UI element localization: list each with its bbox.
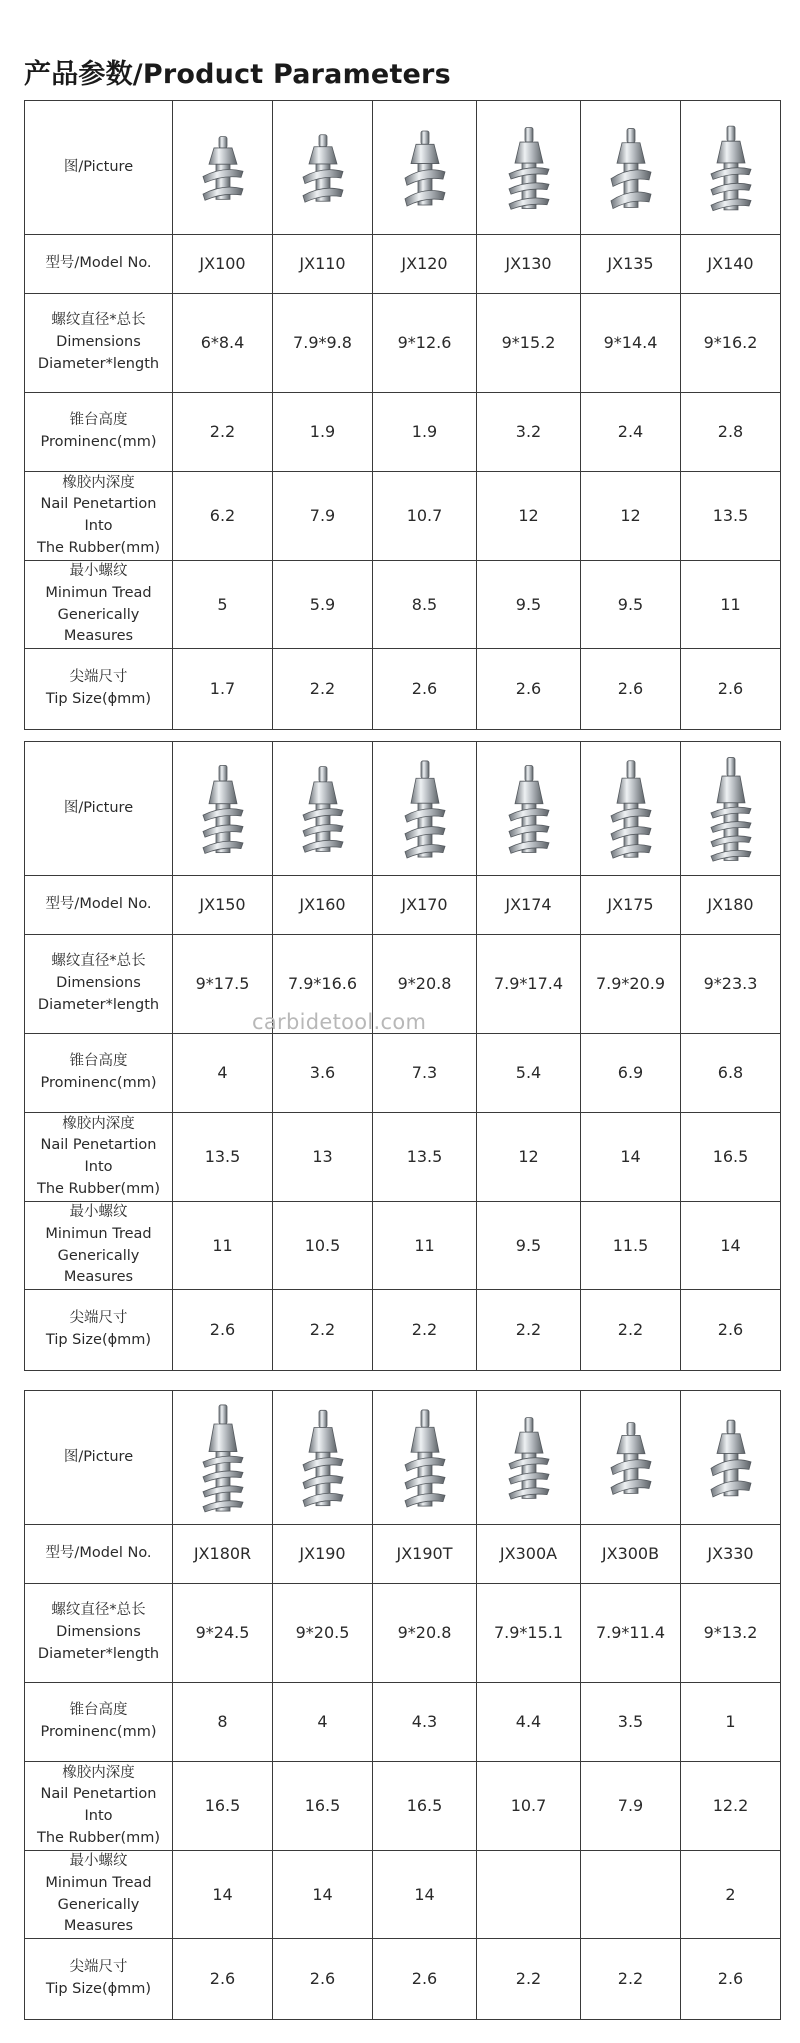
product-image-cell (173, 101, 273, 235)
label-line: Tip Size(ϕmm) (45, 691, 152, 707)
spec-table-2 (24, 741, 781, 1371)
label-line: 图/Picture (63, 799, 134, 816)
dimensions-cell: 9*14.4 (581, 294, 681, 393)
row-label-tip (25, 1290, 173, 1371)
prominence-cell: 3.5 (581, 1683, 681, 1762)
penetration-cell: 7.9 (273, 472, 373, 561)
label-line: 橡胶内深度 (62, 1764, 135, 1781)
label-line: 尖端尺寸 (69, 669, 128, 686)
tread-row (25, 1202, 781, 1290)
prominence-row (25, 393, 781, 472)
watermark: carbidetool.com (252, 1010, 427, 1034)
dimensions-cell: 9*23.3 (681, 935, 781, 1034)
model-cell: JX110 (273, 235, 373, 294)
product-image-cell (373, 101, 477, 235)
product-image-cell (273, 101, 373, 235)
tip-cell: 2.6 (373, 649, 477, 730)
model-cell: JX120 (373, 235, 477, 294)
product-image-cell (681, 1391, 781, 1525)
tip-cell: 2.2 (477, 1939, 581, 2020)
tread-cell: 5.9 (273, 561, 373, 649)
product-image-cell (273, 742, 373, 876)
penetration-cell: 13.5 (681, 472, 781, 561)
stud-spike-icon (181, 109, 265, 227)
label-line: Minimun Tread (45, 1225, 152, 1242)
stud-spike-icon (689, 750, 773, 868)
stud-spike-icon (383, 109, 467, 227)
model-cell: JX175 (581, 876, 681, 935)
prominence-cell: 4.3 (373, 1683, 477, 1762)
product-image-cell (581, 1391, 681, 1525)
label-line: Generically Measures (57, 1247, 140, 1286)
prominence-cell: 5.4 (477, 1034, 581, 1113)
prominence-cell: 1.9 (273, 393, 373, 472)
penetration-cell: 16.5 (173, 1762, 273, 1851)
tread-cell (581, 1851, 681, 1939)
dimensions-row (25, 1584, 781, 1683)
dimensions-cell: 7.9*15.1 (477, 1584, 581, 1683)
prominence-cell: 1.9 (373, 393, 477, 472)
stud-spike-icon (589, 750, 673, 868)
tip-cell: 1.7 (173, 649, 273, 730)
tread-cell: 8.5 (373, 561, 477, 649)
row-label-dimensions (25, 294, 173, 393)
row-label-picture (25, 101, 173, 235)
stud-spike-icon (487, 1399, 571, 1517)
page-title: 产品参数/Product Parameters (24, 59, 451, 90)
model-cell: JX300B (581, 1525, 681, 1584)
picture-row (25, 1391, 781, 1525)
model-cell: JX140 (681, 235, 781, 294)
label-line: The Rubber(mm) (36, 539, 161, 556)
product-image-cell (173, 1391, 273, 1525)
stud-spike-icon (589, 109, 673, 227)
penetration-cell: 14 (581, 1113, 681, 1202)
tread-cell: 14 (173, 1851, 273, 1939)
tread-cell (477, 1851, 581, 1939)
model-cell: JX160 (273, 876, 373, 935)
model-cell: JX174 (477, 876, 581, 935)
dimensions-cell: 9*13.2 (681, 1584, 781, 1683)
row-label-penetration (25, 472, 173, 561)
penetration-row (25, 1113, 781, 1202)
row-label-picture (25, 742, 173, 876)
prominence-cell: 4.4 (477, 1683, 581, 1762)
model-cell: JX330 (681, 1525, 781, 1584)
row-label-prominence (25, 393, 173, 472)
row-label-dimensions (25, 935, 173, 1034)
tread-cell: 14 (273, 1851, 373, 1939)
row-label-tread (25, 1851, 173, 1939)
label-line: 锥台高度 (69, 1053, 128, 1070)
penetration-cell: 16.5 (681, 1113, 781, 1202)
penetration-cell: 12 (477, 472, 581, 561)
tread-cell: 2 (681, 1851, 781, 1939)
tip-cell: 2.6 (173, 1939, 273, 2020)
stud-spike-icon (689, 109, 773, 227)
product-image-cell (477, 1391, 581, 1525)
tip-cell: 2.2 (273, 649, 373, 730)
stud-spike-icon (487, 109, 571, 227)
tread-cell: 14 (373, 1851, 477, 1939)
label-line: 橡胶内深度 (62, 1115, 135, 1132)
tread-cell: 14 (681, 1202, 781, 1290)
model-cell: JX135 (581, 235, 681, 294)
tread-cell: 11 (681, 561, 781, 649)
stud-spike-icon (281, 109, 365, 227)
label-line: 锥台高度 (69, 412, 128, 429)
prominence-row (25, 1034, 781, 1113)
stud-spike-icon (281, 750, 365, 868)
penetration-cell: 12 (581, 472, 681, 561)
label-line: 型号/Model No. (45, 896, 152, 913)
label-line: Diameter*length (37, 1645, 160, 1662)
row-label-model (25, 235, 173, 294)
prominence-cell: 7.3 (373, 1034, 477, 1113)
label-line: 锥台高度 (69, 1702, 128, 1719)
dimensions-cell: 9*24.5 (173, 1584, 273, 1683)
row-label-picture (25, 1391, 173, 1525)
label-line: 尖端尺寸 (69, 1310, 128, 1327)
tip-cell: 2.2 (581, 1939, 681, 2020)
prominence-cell: 2.8 (681, 393, 781, 472)
label-line: 螺纹直径*总长 (51, 312, 146, 329)
model-cell: JX190 (273, 1525, 373, 1584)
prominence-cell: 2.4 (581, 393, 681, 472)
row-label-prominence (25, 1683, 173, 1762)
label-line: 最小螺纹 (69, 1204, 128, 1220)
prominence-cell: 4 (273, 1683, 373, 1762)
tip-cell: 2.2 (581, 1290, 681, 1371)
product-image-cell (477, 101, 581, 235)
penetration-cell: 7.9 (581, 1762, 681, 1851)
label-line: Prominenc(mm) (40, 1724, 157, 1740)
stud-spike-icon (181, 1399, 265, 1517)
penetration-cell: 16.5 (273, 1762, 373, 1851)
label-line: 型号/Model No. (45, 1545, 152, 1562)
picture-row (25, 742, 781, 876)
label-line: 最小螺纹 (69, 1853, 128, 1869)
penetration-row (25, 1762, 781, 1851)
stud-spike-icon (181, 750, 265, 868)
dimensions-cell: 9*20.5 (273, 1584, 373, 1683)
label-line: Dimensions (56, 1624, 141, 1641)
product-image-cell (477, 742, 581, 876)
tip-cell: 2.6 (373, 1939, 477, 2020)
dimensions-cell: 7.9*20.9 (581, 935, 681, 1034)
model-cell: JX150 (173, 876, 273, 935)
tip-cell: 2.6 (581, 649, 681, 730)
penetration-row (25, 472, 781, 561)
label-line: 螺纹直径*总长 (51, 1602, 146, 1619)
label-line: Dimensions (56, 334, 141, 351)
label-line: 图/Picture (63, 1448, 134, 1465)
dimensions-cell: 9*15.2 (477, 294, 581, 393)
dimensions-cell: 7.9*17.4 (477, 935, 581, 1034)
label-line: 图/Picture (63, 158, 134, 175)
label-line: The Rubber(mm) (36, 1829, 161, 1846)
model-row (25, 1525, 781, 1584)
tread-row (25, 561, 781, 649)
model-cell: JX190T (373, 1525, 477, 1584)
tip-cell: 2.6 (273, 1939, 373, 2020)
stud-spike-icon (281, 1399, 365, 1517)
tip-cell: 2.2 (273, 1290, 373, 1371)
penetration-cell: 12.2 (681, 1762, 781, 1851)
label-line: 螺纹直径*总长 (51, 953, 146, 970)
dimensions-cell: 9*16.2 (681, 294, 781, 393)
row-label-model (25, 1525, 173, 1584)
product-image-cell (581, 742, 681, 876)
tread-cell: 11 (373, 1202, 477, 1290)
stud-spike-icon (487, 750, 571, 868)
model-row (25, 235, 781, 294)
prominence-cell: 3.2 (477, 393, 581, 472)
product-image-cell (681, 742, 781, 876)
stud-spike-icon (383, 1399, 467, 1517)
tread-cell: 11 (173, 1202, 273, 1290)
stud-spike-icon (383, 750, 467, 868)
row-label-tip (25, 649, 173, 730)
prominence-cell: 6.8 (681, 1034, 781, 1113)
prominence-row (25, 1683, 781, 1762)
prominence-cell: 2.2 (173, 393, 273, 472)
tread-row (25, 1851, 781, 1939)
row-label-dimensions (25, 1584, 173, 1683)
penetration-cell: 13.5 (373, 1113, 477, 1202)
product-image-cell (273, 1391, 373, 1525)
row-label-model (25, 876, 173, 935)
label-line: 型号/Model No. (45, 255, 152, 272)
product-image-cell (581, 101, 681, 235)
dimensions-cell: 9*20.8 (373, 935, 477, 1034)
label-line: Nail Penetartion Into (40, 1786, 157, 1824)
tread-cell: 9.5 (581, 561, 681, 649)
stud-spike-icon (589, 1399, 673, 1517)
label-line: Nail Penetartion Into (40, 1137, 157, 1175)
penetration-cell: 10.7 (373, 472, 477, 561)
row-label-penetration (25, 1113, 173, 1202)
label-line: Diameter*length (37, 996, 160, 1013)
penetration-cell: 10.7 (477, 1762, 581, 1851)
prominence-cell: 1 (681, 1683, 781, 1762)
penetration-cell: 6.2 (173, 472, 273, 561)
model-cell: JX170 (373, 876, 477, 935)
model-cell: JX100 (173, 235, 273, 294)
label-line: Generically Measures (57, 606, 140, 645)
row-label-tip (25, 1939, 173, 2020)
label-line: Minimun Tread (45, 1874, 152, 1891)
model-cell: JX180 (681, 876, 781, 935)
model-cell: JX130 (477, 235, 581, 294)
dimensions-cell: 7.9*16.6 (273, 935, 373, 1034)
label-line: Dimensions (56, 975, 141, 992)
label-line: Prominenc(mm) (40, 1075, 157, 1091)
penetration-cell: 12 (477, 1113, 581, 1202)
tread-cell: 9.5 (477, 1202, 581, 1290)
prominence-cell: 3.6 (273, 1034, 373, 1113)
tip-row (25, 649, 781, 730)
penetration-cell: 13 (273, 1113, 373, 1202)
tip-cell: 2.6 (477, 649, 581, 730)
product-image-cell (681, 101, 781, 235)
dimensions-cell: 9*17.5 (173, 935, 273, 1034)
row-label-tread (25, 561, 173, 649)
dimensions-row (25, 294, 781, 393)
row-label-penetration (25, 1762, 173, 1851)
model-cell: JX180R (173, 1525, 273, 1584)
label-line: Generically Measures (57, 1896, 140, 1935)
prominence-cell: 6.9 (581, 1034, 681, 1113)
tip-row (25, 1290, 781, 1371)
tip-cell: 2.6 (681, 1290, 781, 1371)
model-cell: JX300A (477, 1525, 581, 1584)
dimensions-cell: 6*8.4 (173, 294, 273, 393)
penetration-cell: 16.5 (373, 1762, 477, 1851)
tip-cell: 2.2 (373, 1290, 477, 1371)
label-line: Prominenc(mm) (40, 434, 157, 450)
tip-cell: 2.6 (681, 649, 781, 730)
tread-cell: 9.5 (477, 561, 581, 649)
label-line: 橡胶内深度 (62, 474, 135, 491)
prominence-cell: 4 (173, 1034, 273, 1113)
label-line: 尖端尺寸 (69, 1959, 128, 1976)
penetration-cell: 13.5 (173, 1113, 273, 1202)
dimensions-cell: 9*12.6 (373, 294, 477, 393)
label-line: Diameter*length (37, 355, 160, 372)
stud-spike-icon (689, 1399, 773, 1517)
tread-cell: 11.5 (581, 1202, 681, 1290)
spec-table-3 (24, 1390, 781, 2020)
label-line: Nail Penetartion Into (40, 496, 157, 534)
tread-cell: 10.5 (273, 1202, 373, 1290)
dimensions-cell: 7.9*11.4 (581, 1584, 681, 1683)
row-label-tread (25, 1202, 173, 1290)
spec-table-1 (24, 100, 781, 730)
label-line: Tip Size(ϕmm) (45, 1332, 152, 1348)
tip-row (25, 1939, 781, 2020)
model-row (25, 876, 781, 935)
label-line: Minimun Tread (45, 584, 152, 601)
label-line: 最小螺纹 (69, 563, 128, 579)
product-image-cell (373, 742, 477, 876)
label-line: The Rubber(mm) (36, 1180, 161, 1197)
tip-cell: 2.6 (681, 1939, 781, 2020)
row-label-prominence (25, 1034, 173, 1113)
label-line: Tip Size(ϕmm) (45, 1981, 152, 1997)
dimensions-cell: 7.9*9.8 (273, 294, 373, 393)
tip-cell: 2.2 (477, 1290, 581, 1371)
product-image-cell (173, 742, 273, 876)
picture-row (25, 101, 781, 235)
product-image-cell (373, 1391, 477, 1525)
tread-cell: 5 (173, 561, 273, 649)
tip-cell: 2.6 (173, 1290, 273, 1371)
prominence-cell: 8 (173, 1683, 273, 1762)
dimensions-cell: 9*20.8 (373, 1584, 477, 1683)
